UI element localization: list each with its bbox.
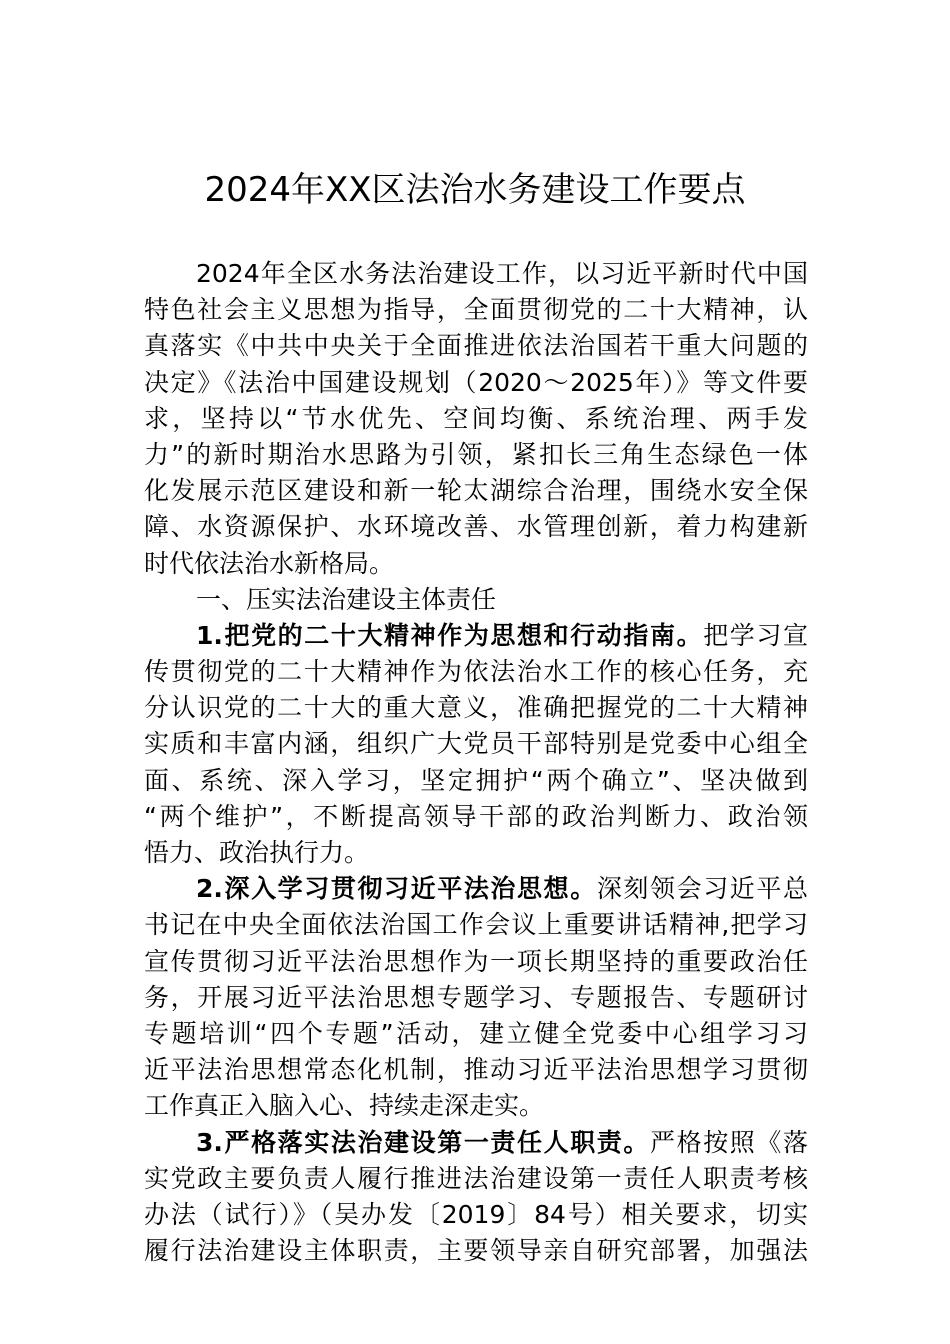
intro-line: 特色社会主义思想为指导，全面贯彻党的二十大精神，认 [144,295,808,325]
item-1-first-line [144,618,808,654]
item-1-line: 面、系统、深入学习，坚定拥护“两个确立”、坚决做到 [144,765,808,795]
intro-line: 真落实《中共中央关于全面推进依法治国若干重大问题的 [144,331,808,361]
item-1-paragraph [144,618,808,871]
document-body [144,256,808,1269]
item-2-line: 书记在中央全面依法治国工作会议上重要讲话精神,把学习 [144,910,808,940]
section-heading: 一、压实法治建设主体责任 [196,584,497,614]
item-2-line: 务，开展习近平法治思想专题学习、专题报告、专题研讨 [144,982,808,1012]
intro-line: 求，坚持以“节水优先、空间均衡、系统治理、两手发 [144,403,808,433]
item-3-lead: 3.严格落实法治建设第一责任人职责。 [196,1127,650,1157]
intro-line: 力”的新时期治水思路为引领，紧扣长三角生态绿色一体 [144,439,808,469]
intro-paragraph [144,256,808,582]
item-2-first-line [144,871,808,907]
item-2-line: 专题培训“四个专题”活动，建立健全党委中心组学习习 [144,1018,808,1048]
item-3-paragraph [144,1125,808,1270]
item-2-line: 工作真正入脑入心、持续走深走实。 [144,1091,545,1121]
item-3-line: 实党政主要负责人履行推进法治建设第一责任人职责考核 [144,1163,808,1193]
item-1-line: 实质和丰富内涵，组织广大党员干部特别是党委中心组全 [144,729,808,759]
intro-line: 2024年全区水务法治建设工作，以习近平新时代中国 [196,259,808,288]
item-2-line: 宣传贯彻习近平法治思想作为一项长期坚持的重要政治任 [144,946,808,976]
item-3-line: 办法（试行）》（吴办发〔2019〕84号）相关要求，切实 [144,1199,808,1229]
item-3-line: 履行法治建设主体职责，主要领导亲自研究部署，加强法 [144,1236,808,1266]
item-1-line: “两个维护”，不断提高领导干部的政治判断力、政治领 [144,801,808,831]
item-2-paragraph [144,871,808,1124]
item-2-first-rest: 深刻领会习近平总 [596,874,808,904]
intro-line: 障、水资源保护、水环境改善、水管理创新，着力构建新 [144,512,808,542]
item-1-line: 传贯彻党的二十大精神作为依法治水工作的核心任务，充 [144,657,808,687]
intro-line: 决定》《法治中国建设规划（2020～2025年）》等文件要 [144,367,808,397]
item-2-line: 近平法治思想常态化机制，推动习近平法治思想学习贯彻 [144,1055,808,1085]
intro-line: 化发展示范区建设和新一轮太湖综合治理，围绕水安全保 [144,476,808,506]
intro-line: 时代依法治水新格局。 [144,548,395,578]
item-3-first-rest: 严格按照《落 [650,1127,808,1157]
item-3-first-line [144,1125,808,1161]
item-1-lead: 1.把党的二十大精神作为思想和行动指南。 [196,620,704,650]
item-1-line: 分认识党的二十大的重大意义，准确把握党的二十大精神 [144,693,808,723]
item-1-line: 悟力、政治执行力。 [144,838,370,867]
document-title: 2024年XX区法治水务建设工作要点 [204,170,746,210]
item-2-lead: 2.深入学习贯彻习近平法治思想。 [196,874,597,904]
item-1-first-rest: 把学习宣 [703,620,808,650]
